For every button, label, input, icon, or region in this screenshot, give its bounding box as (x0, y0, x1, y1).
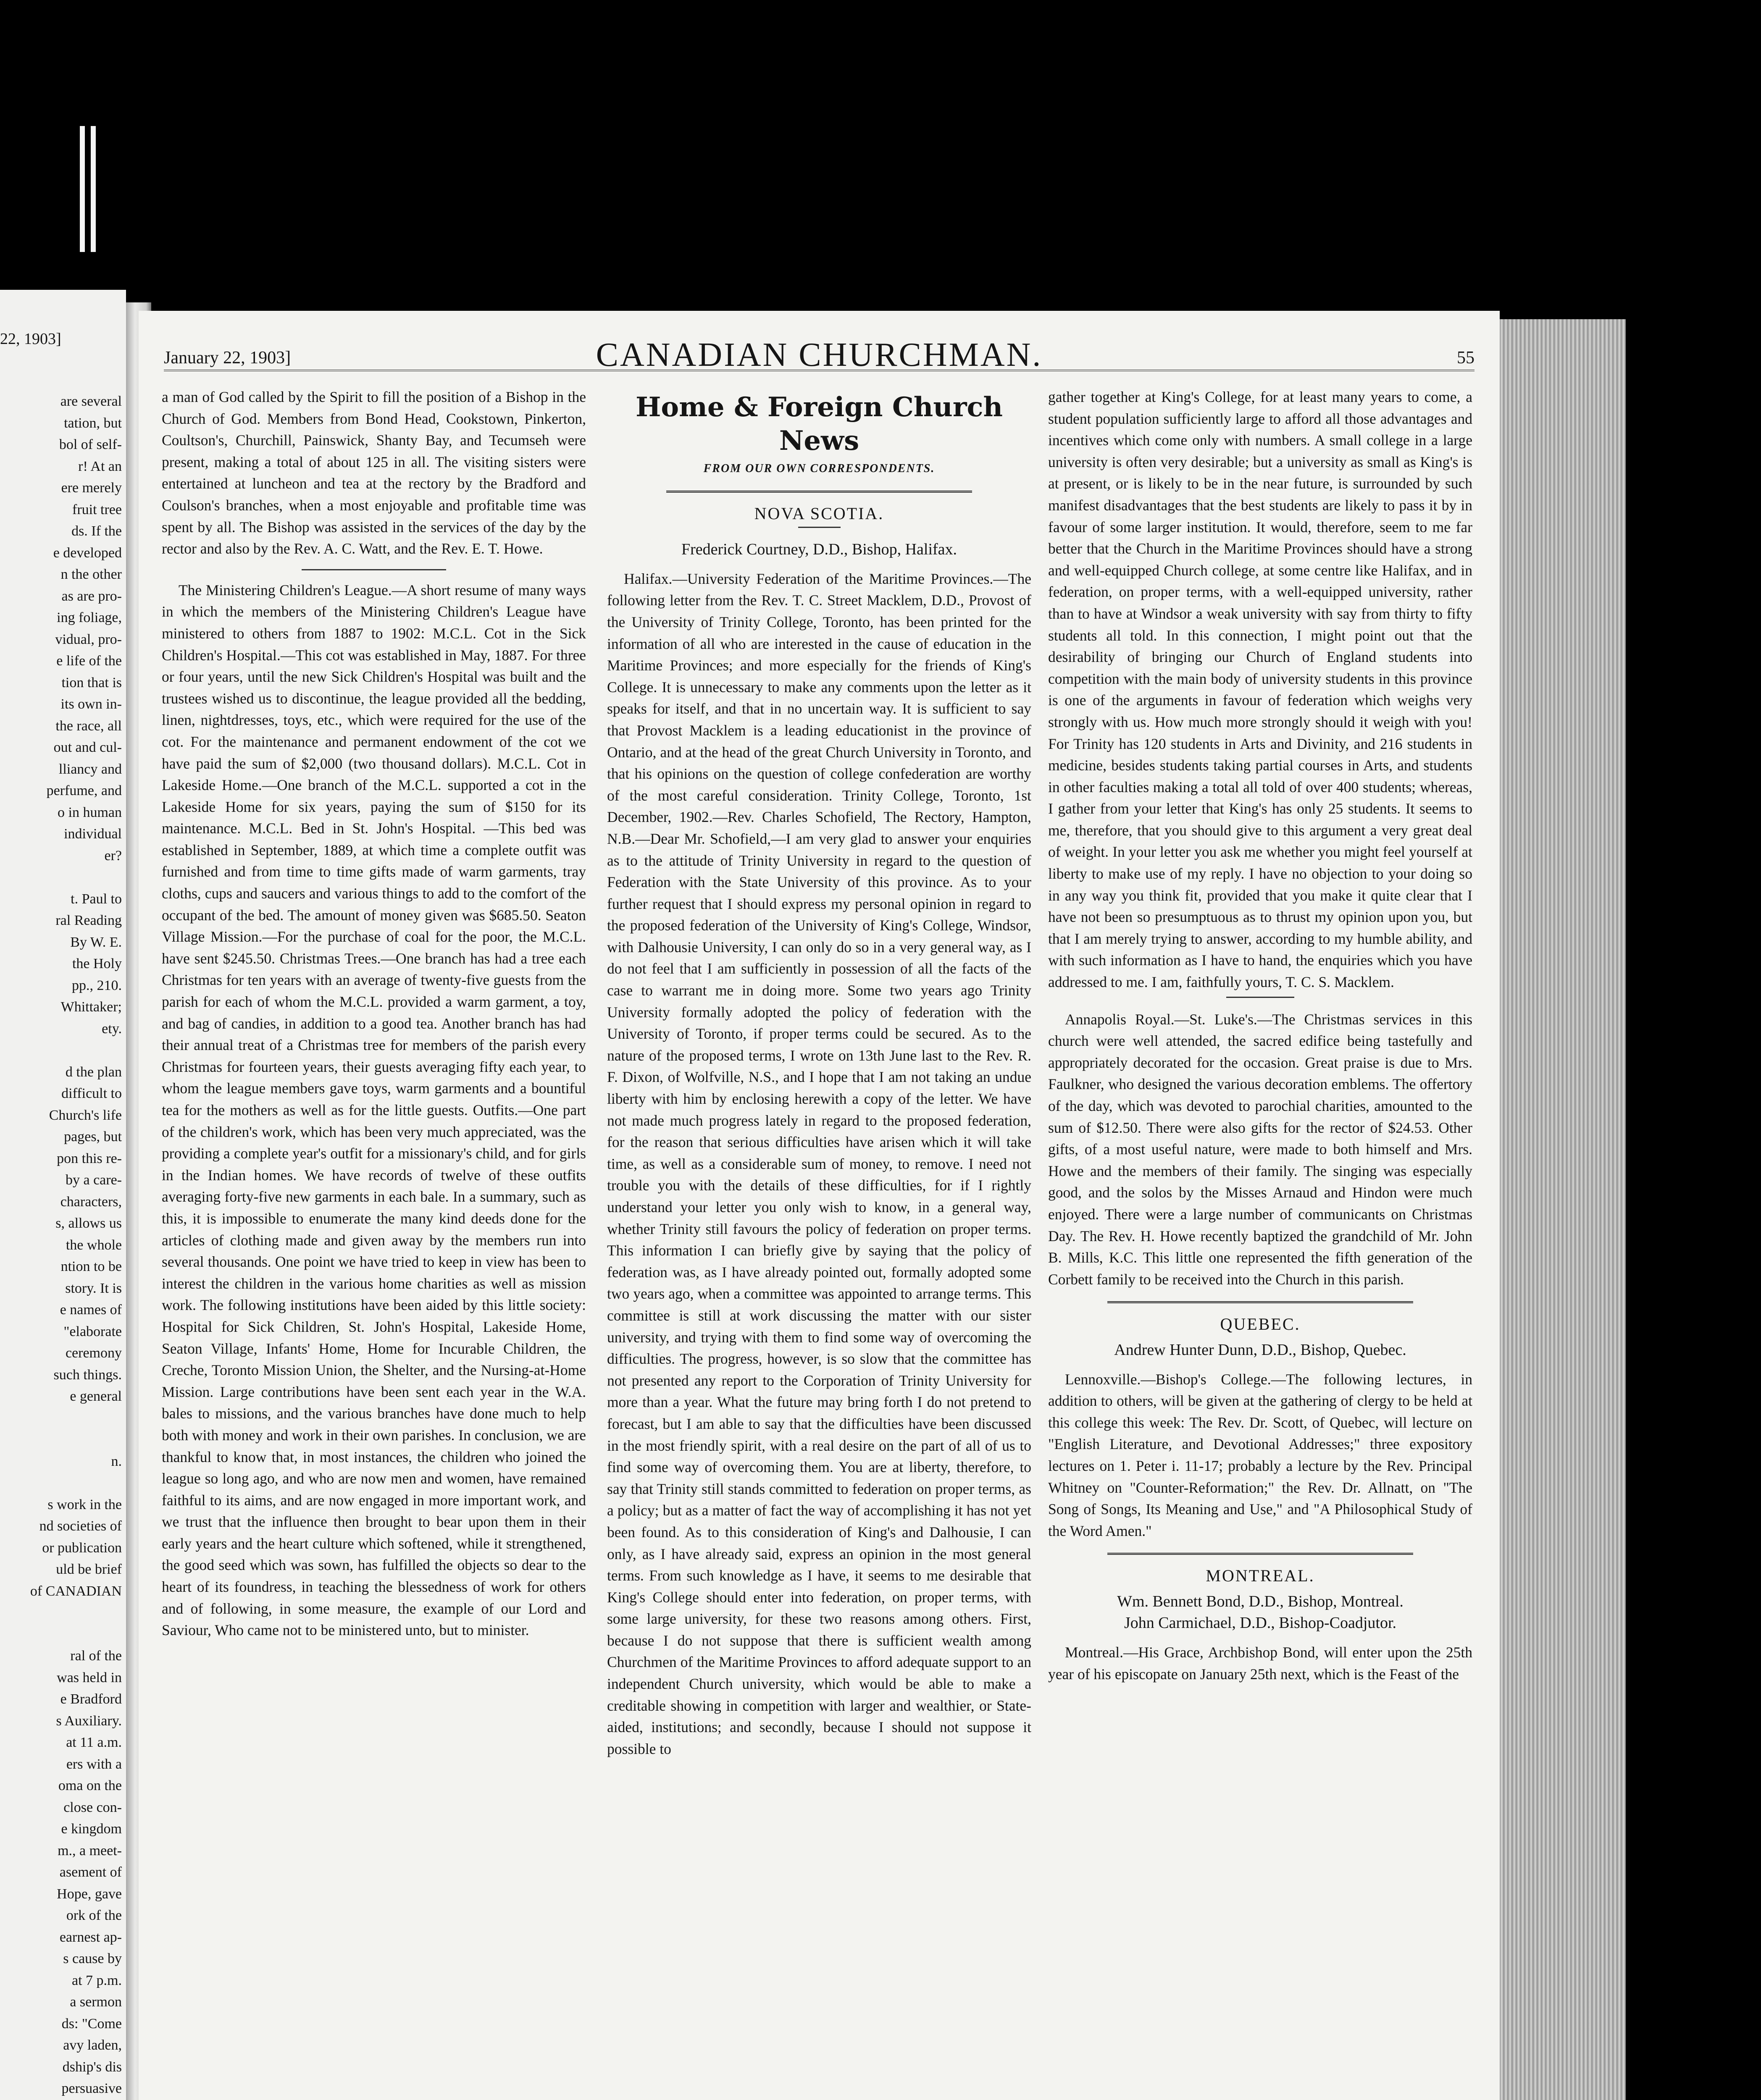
bishop-montreal: Wm. Bennett Bond, D.D., Bishop, Montreal. (1117, 1592, 1404, 1610)
left-page-line: ork of the (66, 1908, 122, 1923)
column-2 (607, 386, 1031, 1763)
left-page-line: Church's life (49, 1107, 122, 1123)
left-page-line: tion that is (61, 675, 122, 690)
left-page-line: lliancy and (58, 761, 122, 777)
left-page-line: was held in (57, 1670, 122, 1685)
bishop-coadjutor: John Carmichael, D.D., Bishop-Coadjutor. (1124, 1614, 1397, 1632)
left-page-line: m., a meet- (58, 1843, 122, 1858)
header-rule (164, 370, 1475, 373)
left-page-line: d the plan (65, 1064, 122, 1080)
left-page-line: ceremony (65, 1345, 122, 1361)
page-stack-edge (1500, 319, 1626, 2100)
left-page-line: story. It is (65, 1280, 122, 1296)
left-page-line: ing foliage, (57, 610, 122, 625)
left-page-line: a sermon (70, 1994, 122, 2010)
left-page-line: ety. (102, 1021, 122, 1037)
section-divider (302, 569, 446, 570)
left-page-header: 22, 1903] (0, 330, 61, 348)
left-page-line: vidual, pro- (55, 631, 122, 647)
left-page-line: bol of self- (59, 437, 122, 452)
left-page-line: dship's dis (62, 2059, 122, 2075)
left-page-fragment (0, 290, 126, 2100)
left-page-line: are several (60, 394, 122, 409)
left-page-line: pages, but (64, 1129, 122, 1144)
section-nova-scotia: NOVA SCOTIA. (754, 504, 884, 523)
left-page-line: er? (104, 848, 122, 864)
left-page-line (0, 1602, 122, 1624)
masthead-subhead: FROM OUR OWN CORRESPONDENTS. (703, 462, 935, 475)
left-page-line: s cause by (63, 1951, 122, 1966)
left-page-line: Whittaker; (60, 999, 122, 1015)
left-page-line: persuasive (61, 2081, 122, 2096)
left-page-line: such things. (53, 1367, 122, 1383)
left-page-line: By W. E. (70, 934, 122, 950)
left-page-line: ers with a (66, 1756, 122, 1772)
left-page-line: at 7 p.m. (72, 1972, 122, 1988)
left-page-line: e life of the (56, 653, 122, 669)
col3-montreal-paragraph: Montreal.—His Grace, Archbishop Bond, will enter upon the 25th year of his episcopate on January 25th next, which is the Feast of the (1048, 1644, 1472, 1683)
left-page-line: s work in the (47, 1496, 122, 1512)
masthead-home-foreign: Home & Foreign Church News (635, 391, 1003, 457)
left-page-line: ds: "Come (61, 2016, 122, 2032)
col3-letter-continued: gather together at King's College, for at least many years to come, a student population sufficiently large to afford all those advantages and incentives which come only with numbers. A small college in a large university is often very desirable; but a university as small as King's is at present, or is likely to be in the near future, is surrounded by such manifest disadvantages that the best students are likely to pass it by in favour of some larger institution. It would, therefore, seem to me far better that the Church in the Maritime Provinces should have a strong and well-equipped Church college, at some centre like Halifax, and in federation, on proper terms, with a well-equipped university, rather than to have at Windsor a weak university with say from thirty to fifty students all told. In this connection, I might point out that the desirability of bringing our Church of England students into competition with the main body of university students in this province is one of the arguments in favour of federation which weighs very strongly with us. How much more strongly should it weigh with you! For Trinity has 120 students in Arts and Divinity, and 216 students in medicine, besides students taking partial courses in Arts, and students in other faculties making a total all told of over 400 students; whereas, I gather from your letter that King's has only 25 students. It seems to me, therefore, that you should give to this argument a very great deal of weight. In your letter you ask me whether you might feel yourself at liberty to make use of my reply. I have no objection to your doing so in any way you think fit, provided that you make it quite clear that I have not been so presumptuous as to thrust my opinion upon you, but that I am merely trying to answer, according to my humble ability, and with such information as I have to hand, the enquiries which you have addressed to me. I am, faithfully yours, T. C. S. Macklem. (1048, 388, 1472, 991)
masthead-rule (666, 491, 972, 493)
left-page-line: ral of the (70, 1648, 122, 1664)
left-page-text (0, 391, 122, 2100)
left-page-line: avy laden, (63, 2037, 122, 2053)
left-page-line: out and cul- (53, 740, 122, 755)
col2-halifax-paragraph: Halifax.—University Federation of the Maritime Provinces.—The following letter from the Rev. T. C. Street Macklem, D.D., Provost of the University of Trinity College, Toronto, has been printed for the information of all who are interested in the cause of education in the Maritime Provinces; and more especially for the friends of King's College. It is unnecessary to make any comments upon the letter as it speaks for itself, and that in no uncertain way. It is sufficient to say that Provost Macklem is a leading educationist in the province of Ontario, and at the head of the great Church University in Toronto, and that his opinions on the question of college confederation are worthy of the most careful consideration. Trinity College, Toronto, 1st December, 1902.—Rev. Charles Schofield, The Rectory, Hampton, N.B.—Dear Mr. Schofield,—I am very glad to answer your enquiries as to the attitude of Trinity University in regard to the question of Federation with the State University of this province. As to your further request that I should express my personal opinion in regard to the proposed federation of the University of King's College, Windsor, with Dalhousie University, I can only do so in a very general way, as I do not feel that I am sufficiently in possession of all the facts of the case to warrant me in doing more. Some two years ago Trinity University formally adopted the policy of federation with the University of Toronto, if proper terms could be secured. As to the nature of the proposed terms, I wrote on 13th June last to the Rev. R. F. Dixon, of Wolfville, N.S., and I hope that I am not taking an undue liberty with him by enclosing herewith a copy of the letter. We have not made much progress lately in regard to the proposed federation, for the reason that serious difficulties have arisen which it will take time, as well as a considerable sum of money, to remove. I need not trouble you with the details of these difficulties, for if I rightly understand your letter you only wish to know, in a general way, whether Trinity still favours the policy of federation on proper terms. This information I can briefly give by saying that the policy of federation was, as I have already pointed out, formally adopted some two years ago, when a committee was appointed to arrange terms. This committee is still at work discussing the matter with our sister university, and trying with them to find some way of overcoming the difficulties. The progress, however, is so slow that the committee has not presented any report to the Corporation of Trinity University for more than a year. What the future may bring forth I do not pretend to forecast, but I am able to say that the difficulties have been discussed in the most friendly spirit, with a real desire on the part of all of us to find some way of overcoming them. You are at liberty, therefore, to say that Trinity still stands committed to federation on proper terms, as a policy; but as a matter of fact the way of accomplishing it has not yet been found. As to this consideration of King's and Dalhousie, I can only, as I have already said, express an opinion in the most general terms. From such knowledge as I have, it seems to me desirable that King's College should enter into federation, on proper terms, with some large university, for these two reasons among others. First, because I do not suppose that there is sufficient wealth among Churchmen of the Maritime Provinces to afford adequate support to an independent Church university, which would be able to make a creditable showing in competition with larger and wealthier, or State-aided, institutions; and secondly, because I should not suppose it possible to (607, 570, 1031, 1757)
left-page-line: s Auxiliary. (56, 1713, 122, 1729)
col1-opening-paragraph: a man of God called by the Spirit to fill the position of a Bishop in the Church of God. Members from Bond Head, Cookstown, Pinkerton, Coultson's, Churchill, Painswick, Shanty Bay, and Tecumseh were present, making a total of about 125 in all. The visiting sisters were entertained at luncheon and tea at the rectory by the Bradford and Coulson's branches, when a most enjoyable and profitable time was spent by all. The Bishop was assisted in the services of the day by the rector and also by the Rev. A. C. Watt, and the Rev. E. T. Howe. (162, 388, 586, 557)
left-page-line: at 11 a.m. (66, 1735, 122, 1750)
left-page-line (0, 1040, 122, 1061)
left-page-line: by a care- (65, 1172, 122, 1188)
left-page-line: r! At an (78, 458, 122, 474)
left-page-line: close con- (63, 1799, 122, 1815)
section-underline (798, 527, 841, 528)
left-page-line: uld be brief (56, 1562, 122, 1577)
page-number: 55 (1457, 348, 1475, 368)
left-page-line: e general (70, 1389, 122, 1404)
bishop-quebec: Andrew Hunter Dunn, D.D., Bishop, Quebec. (1114, 1341, 1406, 1359)
left-page-line: earnest ap- (59, 1929, 122, 1945)
left-page-line: n the other (60, 567, 122, 582)
left-page-line: the Holy (72, 956, 122, 971)
col3-annapolis-paragraph: Annapolis Royal.—St. Luke's.—The Christmas services in this church were well attended, the sacred edifice being tastefully and appropriately decorated for the occasion. Great praise is due to Mrs. Faulkner, who designed the various decoration emblems. The offertory of the day, which was devoted to parochial charities, amounted to the sum of $12.50. There were also gifts for the rector of $24.53. Other gifts, of a most useful nature, were made to both himself and Mrs. Howe and the members of their family. The singing was especially good, and the solos by the Misses Arnaud and Hindon were much enjoyed. There were a large number of communicants on Christmas Day. The Rev. H. Howe recently baptized the grandchild of Mr. John B. Mills, K.C. This little one represented the fifth generation of the Corbett family to be received into the Church in this parish. (1048, 1011, 1472, 1288)
section-rule (1107, 1553, 1413, 1555)
left-page-line: n. (111, 1453, 122, 1469)
left-page-line: or publication (42, 1540, 122, 1556)
left-page-line: perfume, and (46, 783, 122, 798)
left-page-line: its own in- (60, 696, 122, 712)
left-page-line (0, 1429, 122, 1451)
left-page-line: Hope, gave (57, 1886, 122, 1902)
clip-bars-top (80, 126, 97, 252)
left-page-line: e Bradford (60, 1691, 122, 1707)
left-page-line: pon this re- (57, 1150, 122, 1166)
left-page-line: t. Paul to (71, 891, 122, 907)
left-page-line: ere merely (61, 480, 122, 496)
left-page-line: ds. If the (71, 523, 122, 539)
left-page-line: "elaborate (63, 1323, 122, 1339)
left-page-line: e kingdom (61, 1821, 122, 1837)
left-page-line (0, 866, 122, 888)
newspaper-title: CANADIAN CHURCHMAN. (596, 336, 1043, 373)
left-page-line: fruit tree (72, 501, 122, 517)
left-page-line (0, 1624, 122, 1646)
left-page-line: individual (64, 826, 122, 842)
left-page-line: the whole (66, 1237, 122, 1253)
col3-lennoxville-paragraph: Lennoxville.—Bishop's College.—The following lectures, in addition to others, will be given at the gathering of clergy to be held at this college this week: The Rev. Dr. Scott, of Quebec, will lecture on "English Literature, and Devotional Addresses;" three expository lectures on 1. Peter i. 11-17; probably a lecture by the Rev. Principal Whitney on "Counter-Reformation;" the Rev. Dr. Allnatt, on "The Song of Songs, Its Meaning and Use," and "A Philosophical Study of the Word Amen." (1048, 1370, 1472, 1539)
section-rule (1107, 1301, 1413, 1303)
column-3 (1048, 386, 1472, 1688)
left-page-line (0, 1472, 122, 1494)
left-page-line: o in human (58, 804, 122, 820)
left-page-line: e developed (53, 545, 122, 561)
left-page-line: pp., 210. (72, 977, 122, 993)
left-page-line: s, allows us (55, 1215, 122, 1231)
left-page-line: characters, (60, 1194, 122, 1210)
left-page-line: nd societies of (39, 1518, 122, 1534)
section-montreal: MONTREAL. (1206, 1566, 1315, 1586)
page-header (164, 336, 1475, 382)
left-page-line: oma on the (58, 1778, 122, 1793)
bishop-halifax: Frederick Courtney, D.D., Bishop, Halifax. (681, 541, 957, 559)
issue-date: January 22, 1903] (164, 348, 291, 368)
left-page-line: difficult to (61, 1086, 122, 1101)
left-page-line: e names of (60, 1302, 122, 1318)
left-page-line: as are pro- (61, 588, 122, 604)
left-page-line: of CANADIAN (30, 1583, 122, 1599)
left-page-line: ntion to be (60, 1259, 122, 1274)
section-quebec: QUEBEC. (1220, 1315, 1301, 1334)
newspaper-page (139, 311, 1500, 2100)
section-divider (1226, 997, 1294, 998)
left-page-line: the race, all (55, 718, 122, 734)
left-page-line: asement of (59, 1864, 122, 1880)
col1-league-paragraph: The Ministering Children's League.—A short resume of many ways in which the members of the Ministering Children's League have ministered to others from 1887 to 1902: M.C.L. Cot in the Sick Children's Hospital.—This cot was established in May, 1887. For three or four years, until the new Sick Children's Hospital was built and the trustees wished us to discontinue, the league provided all the bedding, linen, nightdresses, toys, etc., which were required for the use of the cot. For the maintenance and permanent endowment of the cot we have paid the sum of $2,000 (two thousand dollars). M.C.L. Cot in Lakeside Home.—One branch of the M.C.L. supported a cot in the Lakeside Home for six years, paying the sum of $150 for its maintenance. M.C.L. Bed in St. John's Hospital. —This bed was established in September, 1889, at which time a complete outfit was furnished and from time to time gifts made of warm garments, tray cloths, cups and saucers and various things to add to the comfort of the occupant of the bed. The amount of money given was $685.50. Seaton Village Mission.—For the purchase of coal for the poor, the M.C.L. have sent $245.50. Christmas Trees.—One branch has had a tree each Christmas for ten years with an average of twenty-five guests from the parish for each of whom the M.C.L. provided a warm garment, a toy, and bag of candies, in addition to a good tea. Another branch has had their annual treat of a Christmas tree for members of the parish every Christmas for fourteen years, their guests averaging fifty each year, to whom the league members gave toys, warm garments and a bountiful tea for the mothers as well as for the little guests. Outfits.—One part of the children's work, which has been very much appreciated, was the providing a complete year's outfit for a missionary's child, and for girls in the Indian homes. We have records of twelve of these outfits averaging forty-five new garments in each bale. In a summary, such as this, it is impossible to enumerate the many kind deeds done for the articles of clothing made and given away by the members run into several thousands. One point we have tried to keep in view has been to interest the children in the various home charities as well as mission work. The following institutions have been aided by this little society: Hospital for Sick Children, St. John's Hospital, Lakeside Home, Seaton Village, Infants' Home, Home for Incurable Children, the Creche, Toronto Mission Union, the Shelter, and the Nursing-at-Home Mission. Large contributions have been sent each year in the W.A. bales to missions, and the various branches have done much to help both with money and work in their own parishes. In conclusion, we are thankful to know that, in most instances, the children who joined the league so long ago, and who are now men and women, have remained faithful to its aims, and are now engaged in more important work, and we trust that the influence then brought to bear upon them in their early years and the heart culture which softened, while it strengthened, the good seed which was sown, has fulfilled the objects so dear to the heart of its foundress, in teaching the blessedness of work for others and of following, in some measure, the example of our Lord and Saviour, Who came not to be ministered unto, but to minister. (162, 581, 586, 1639)
column-1 (162, 386, 586, 1645)
left-page-line (0, 1407, 122, 1429)
left-page-line: ral Reading (55, 913, 122, 928)
left-page-line: tation, but (64, 415, 122, 431)
